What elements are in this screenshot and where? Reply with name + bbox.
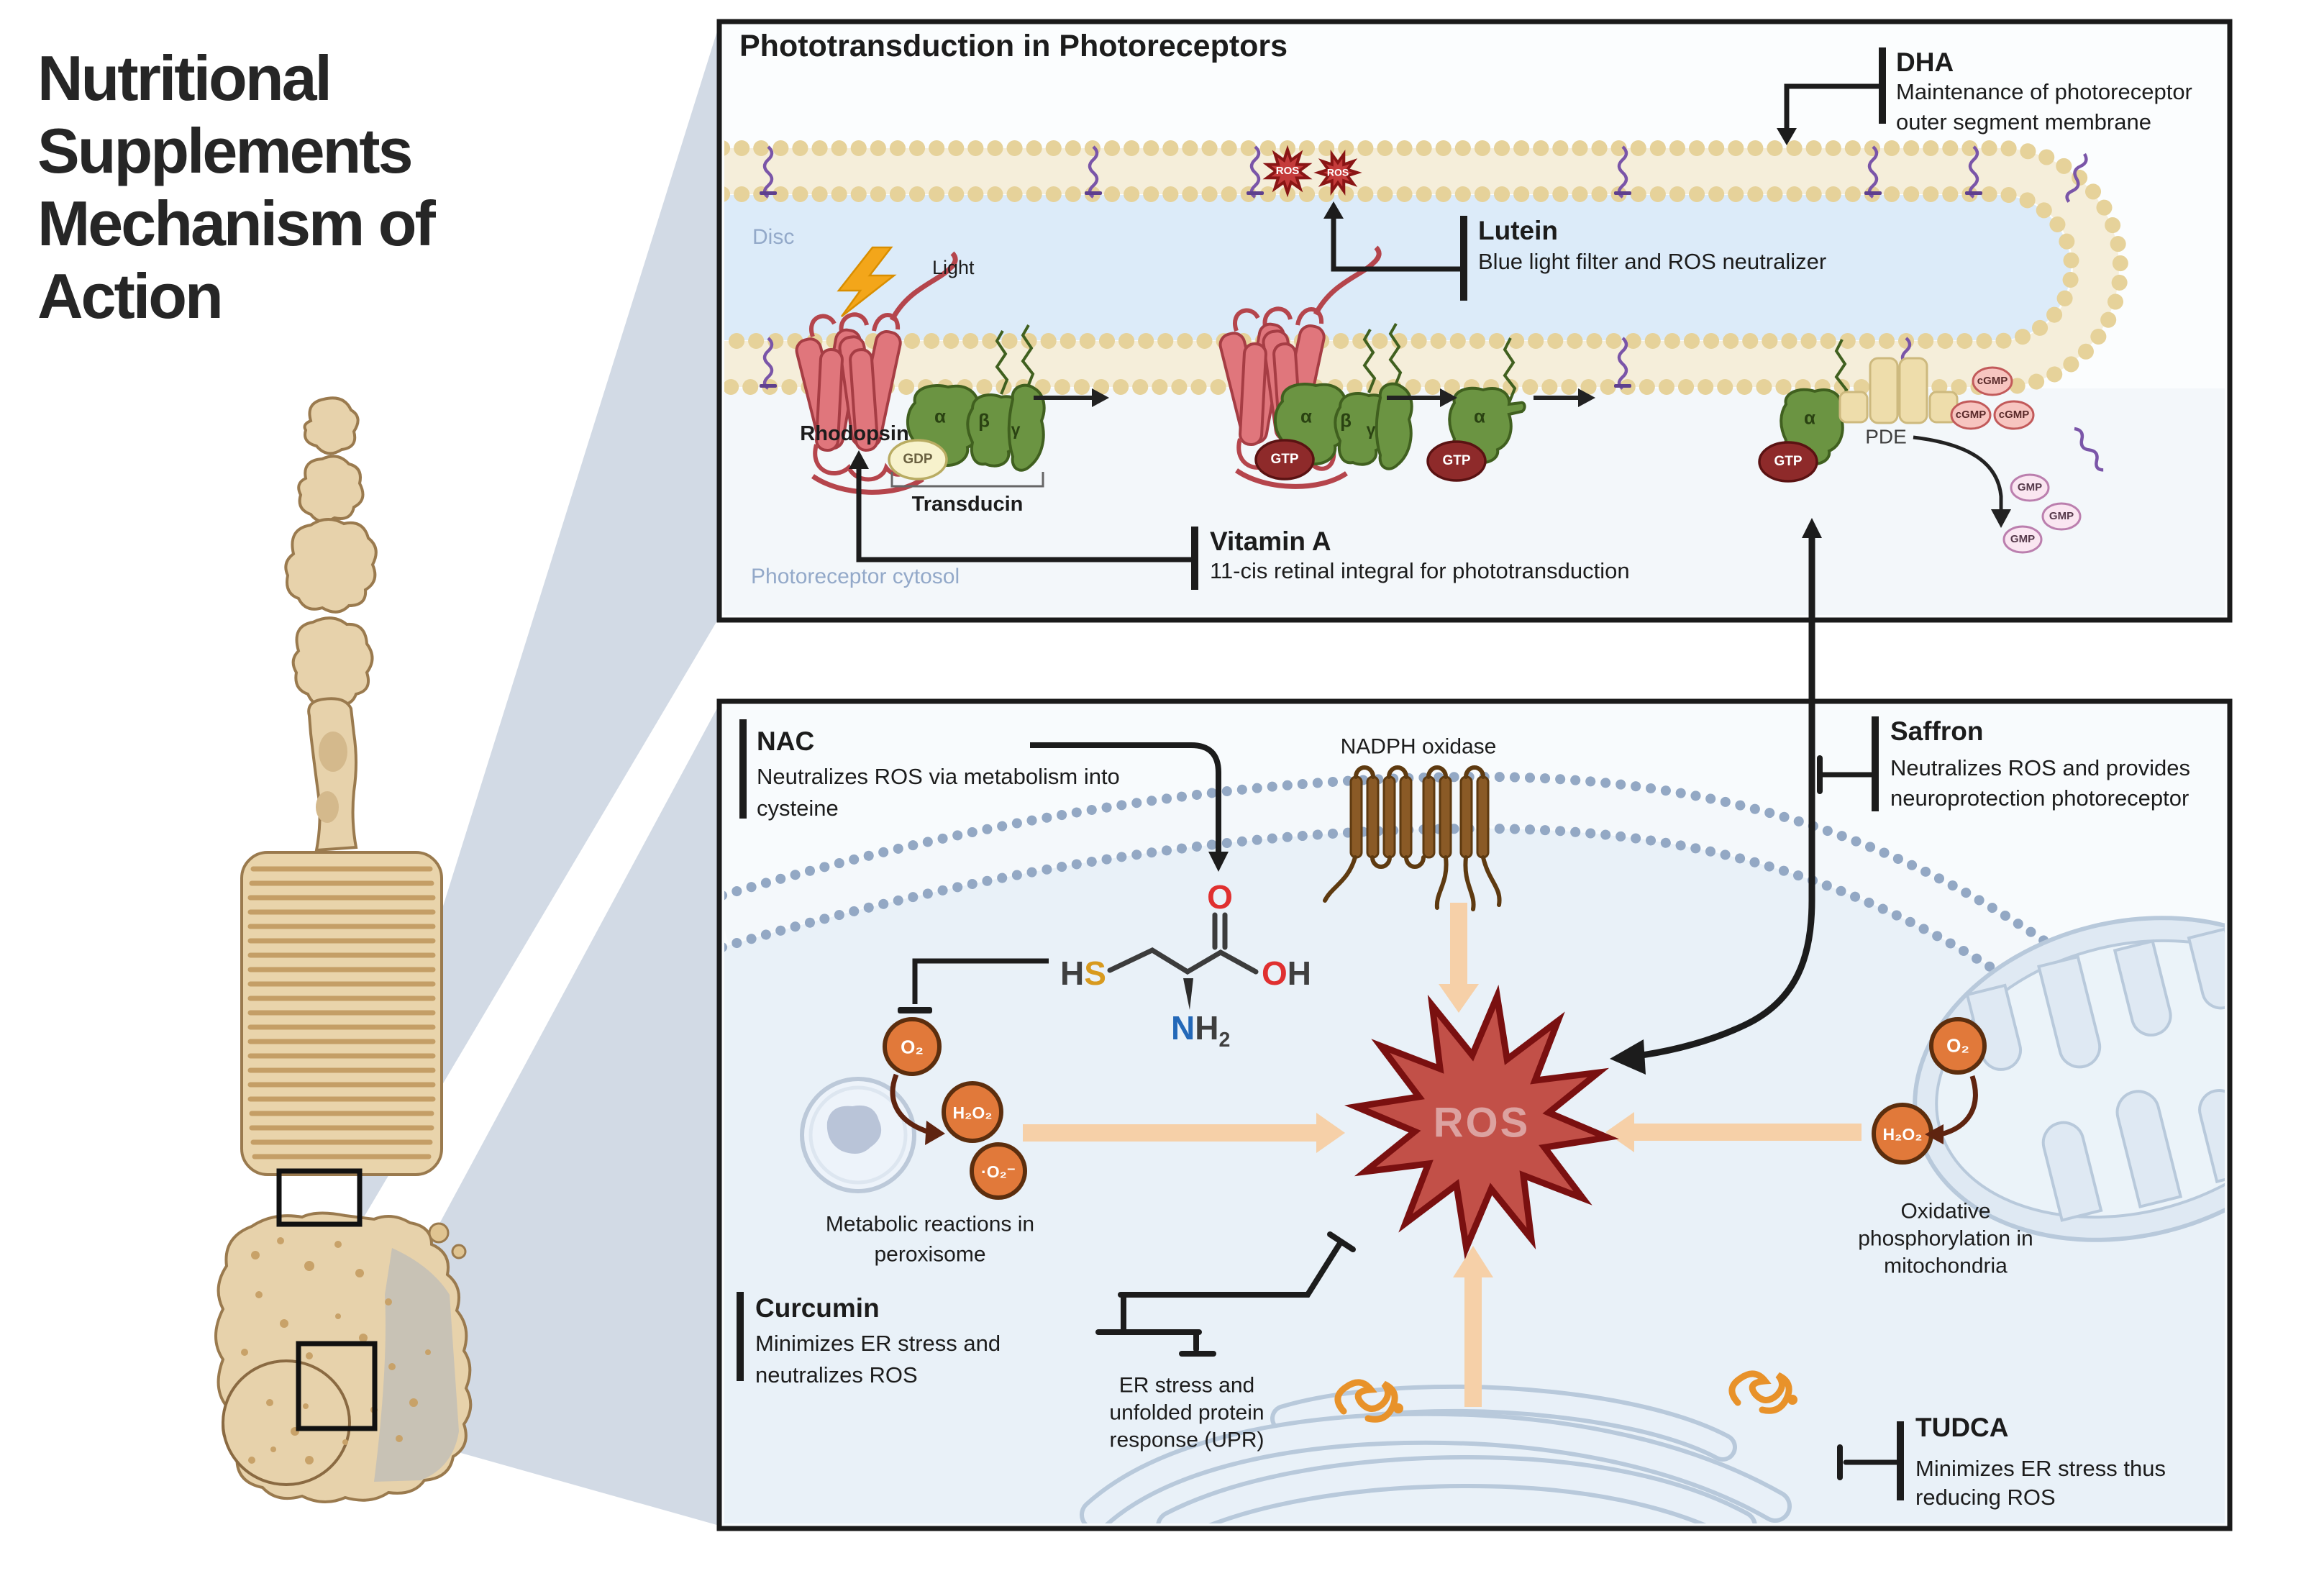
pde-label: PDE [1865, 425, 1907, 448]
transducin-label: Transducin [911, 492, 1024, 516]
upr-caption: unfolded protein [1109, 1400, 1264, 1425]
light-label: Light [932, 257, 975, 278]
s-atom: S [1084, 954, 1106, 992]
beta-label: β [1340, 409, 1352, 432]
alpha-label: α [1474, 405, 1485, 427]
tudca-bar [1897, 1421, 1904, 1500]
gamma-label: γ [1366, 419, 1376, 439]
amine-label [1171, 1011, 1230, 1052]
superoxide-label: ·O₂⁻ [981, 1162, 1016, 1181]
top-panel-title: Phototransduction in Photoreceptors [739, 29, 1288, 63]
o2-label: O₂ [901, 1036, 924, 1058]
ros-burst-label: ROS [1275, 165, 1300, 178]
saffron-annotation-title: Saffron [1890, 716, 1984, 746]
o2-label: O₂ [1946, 1034, 1969, 1057]
title-line: Mechanism of [37, 188, 434, 259]
saffron-annotation-desc: neuroprotection photoreceptor [1890, 785, 2189, 811]
photoreceptor-cell [216, 398, 470, 1502]
peroxisome [802, 1079, 914, 1191]
saffron-annotation-desc: Neutralizes ROS and provides [1890, 755, 2190, 780]
h-atom: H [1195, 1009, 1219, 1047]
mitochondria-caption: Oxidative [1900, 1199, 1991, 1224]
curcumin-annotation-desc: Minimizes ER stress and [755, 1331, 1001, 1356]
dha-annotation-title: DHA [1896, 47, 1954, 77]
gtp-label: GTP [1774, 454, 1803, 470]
mitochondria-caption: phosphorylation in [1858, 1226, 2033, 1251]
h-atom: H [1287, 954, 1312, 992]
ros-burst-label: ROS [1326, 166, 1349, 178]
carbonyl-oxygen-label: O [1207, 878, 1233, 916]
curcumin-bar [737, 1292, 744, 1381]
title-line: Nutritional [37, 42, 330, 114]
cgmp-label: cGMP [1998, 409, 2030, 422]
cgmp-label: cGMP [1977, 375, 2008, 388]
ros-center-label: ROS [1433, 1099, 1531, 1147]
cytosol-label: Photoreceptor cytosol [751, 565, 960, 588]
gdp-label: GDP [903, 452, 933, 468]
nac-annotation-desc: cysteine [757, 796, 839, 821]
gtp-label: GTP [1270, 452, 1299, 468]
o-atom: O [1262, 954, 1288, 992]
disc-label: Disc [752, 225, 795, 249]
curcumin-annotation-title: Curcumin [755, 1293, 880, 1323]
saffron-bar [1872, 716, 1879, 811]
nac-bar [739, 719, 747, 819]
dha-annotation-desc: outer segment membrane [1896, 109, 2151, 135]
h2o2-label: H₂O₂ [1882, 1124, 1923, 1144]
cgmp-label: cGMP [1955, 409, 1987, 422]
hydroxyl-label [1262, 956, 1311, 990]
title-line: Action [37, 260, 222, 332]
gmp-label: GMP [2017, 481, 2043, 494]
nucleus [223, 1361, 350, 1485]
alpha-label: α [1300, 405, 1312, 427]
gtp-label: GTP [1442, 453, 1471, 469]
tudca-annotation-desc: Minimizes ER stress thus [1915, 1456, 2166, 1481]
lutein-annotation-title: Lutein [1478, 216, 1558, 245]
upr-caption: response (UPR) [1109, 1428, 1264, 1452]
nadph-oxidase-label: NADPH oxidase [1340, 734, 1497, 759]
subscript-two: 2 [1218, 1029, 1231, 1052]
tudca-annotation-title: TUDCA [1915, 1413, 2009, 1442]
gmp-label: GMP [2010, 533, 2036, 546]
vitamin-a-annotation-desc: 11-cis retinal integral for phototransduction [1210, 558, 1630, 583]
alpha-label: α [1804, 406, 1815, 429]
h-atom: H [1060, 954, 1085, 992]
lutein-annotation-desc: Blue light filter and ROS neutralizer [1478, 249, 1827, 274]
curcumin-annotation-desc: neutralizes ROS [755, 1362, 918, 1388]
peroxisome-caption: peroxisome [874, 1242, 986, 1267]
dha-annotation-desc: Maintenance of photoreceptor [1896, 79, 2192, 104]
vitamin-a-annotation-title: Vitamin A [1210, 527, 1331, 556]
rhodopsin-label: Rhodopsin [800, 422, 909, 445]
h2o2-label: H₂O₂ [952, 1103, 993, 1122]
mitochondria-caption: mitochondria [1884, 1254, 2008, 1278]
tudca-annotation-desc: reducing ROS [1915, 1485, 2056, 1510]
peroxisome-caption: Metabolic reactions in [825, 1212, 1035, 1236]
upr-caption: ER stress and [1118, 1373, 1255, 1398]
n-atom: N [1171, 1009, 1195, 1047]
alpha-label: α [934, 405, 946, 427]
disc-striations [250, 869, 433, 1157]
nac-annotation-title: NAC [757, 726, 815, 756]
dha-bar [1879, 47, 1886, 124]
cysteine-thiol-label [1060, 956, 1106, 990]
gmp-label: GMP [2049, 510, 2074, 523]
main-title [37, 42, 434, 332]
lutein-bar [1460, 216, 1467, 301]
vitamin-a-bar [1191, 527, 1198, 590]
title-line: Supplements [37, 115, 411, 186]
nac-annotation-desc: Neutralizes ROS via metabolism into [757, 764, 1120, 789]
gamma-label: γ [1011, 419, 1021, 439]
beta-label: β [978, 409, 990, 432]
